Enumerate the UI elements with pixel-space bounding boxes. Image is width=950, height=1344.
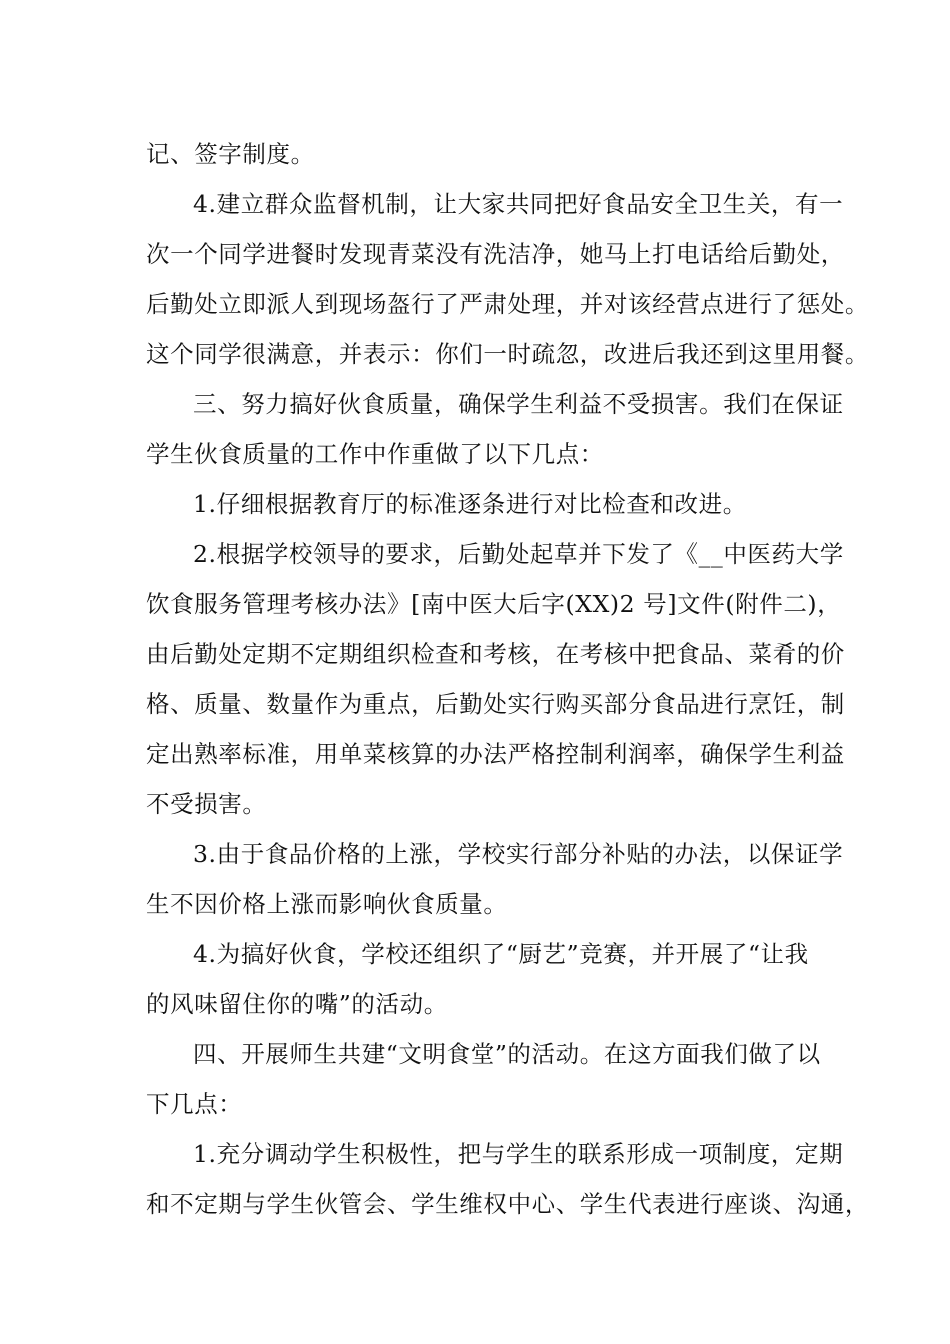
text-line: 生不因价格上涨而影响伙食质量。 xyxy=(146,890,508,918)
text-line: 饮食服务管理考核办法》[南中医大后字(XX)2 号]文件(附件二)， xyxy=(146,590,842,618)
text-line: 3.由于食品价格的上涨，学校实行部分补贴的办法，以保证学 xyxy=(193,840,844,868)
text-line: 1.充分调动学生积极性，把与学生的联系形成一项制度，定期 xyxy=(193,1140,844,1168)
text-line: 这个同学很满意，并表示：你们一时疏忽，改进后我还到这里用餐。 xyxy=(146,340,869,368)
text-line: 的风味留住你的嘴”的活动。 xyxy=(146,990,448,1018)
text-line: 三、努力搞好伙食质量，确保学生利益不受损害。我们在保证 xyxy=(193,390,844,418)
text-line: 4.建立群众监督机制，让大家共同把好食品安全卫生关，有一 xyxy=(193,190,844,218)
text-line: 2.根据学校领导的要求，后勤处起草并下发了《__中医药大学 xyxy=(193,540,844,568)
text-line: 下几点： xyxy=(146,1090,243,1118)
text-line: 1.仔细根据教育厅的标准逐条进行对比检查和改进。 xyxy=(193,490,747,518)
text-line: 4.为搞好伙食，学校还组织了“厨艺”竞赛，并开展了“让我 xyxy=(193,940,809,968)
text-line: 后勤处立即派人到现场盔行了严肃处理，并对该经营点进行了惩处。 xyxy=(146,290,869,318)
text-line: 四、开展师生共建“文明食堂”的活动。在这方面我们做了以 xyxy=(193,1040,821,1068)
text-line: 定出熟率标准，用单菜核算的办法严格控制利润率，确保学生利益 xyxy=(146,740,845,768)
text-line: 由后勤处定期不定期组织检查和考核，在考核中把食品、菜肴的价 xyxy=(146,640,845,668)
text-line: 和不定期与学生伙管会、学生维权中心、学生代表进行座谈、沟通， xyxy=(146,1190,869,1218)
text-line: 次一个同学进餐时发现青菜没有洗洁净，她马上打电话给后勤处， xyxy=(146,240,845,268)
text-line: 不受损害。 xyxy=(146,790,267,818)
text-line: 格、质量、数量作为重点，后勤处实行购买部分食品进行烹饪，制 xyxy=(146,690,845,718)
text-line: 学生伙食质量的工作中作重做了以下几点： xyxy=(146,440,604,468)
text-line: 记、签字制度。 xyxy=(146,140,315,168)
